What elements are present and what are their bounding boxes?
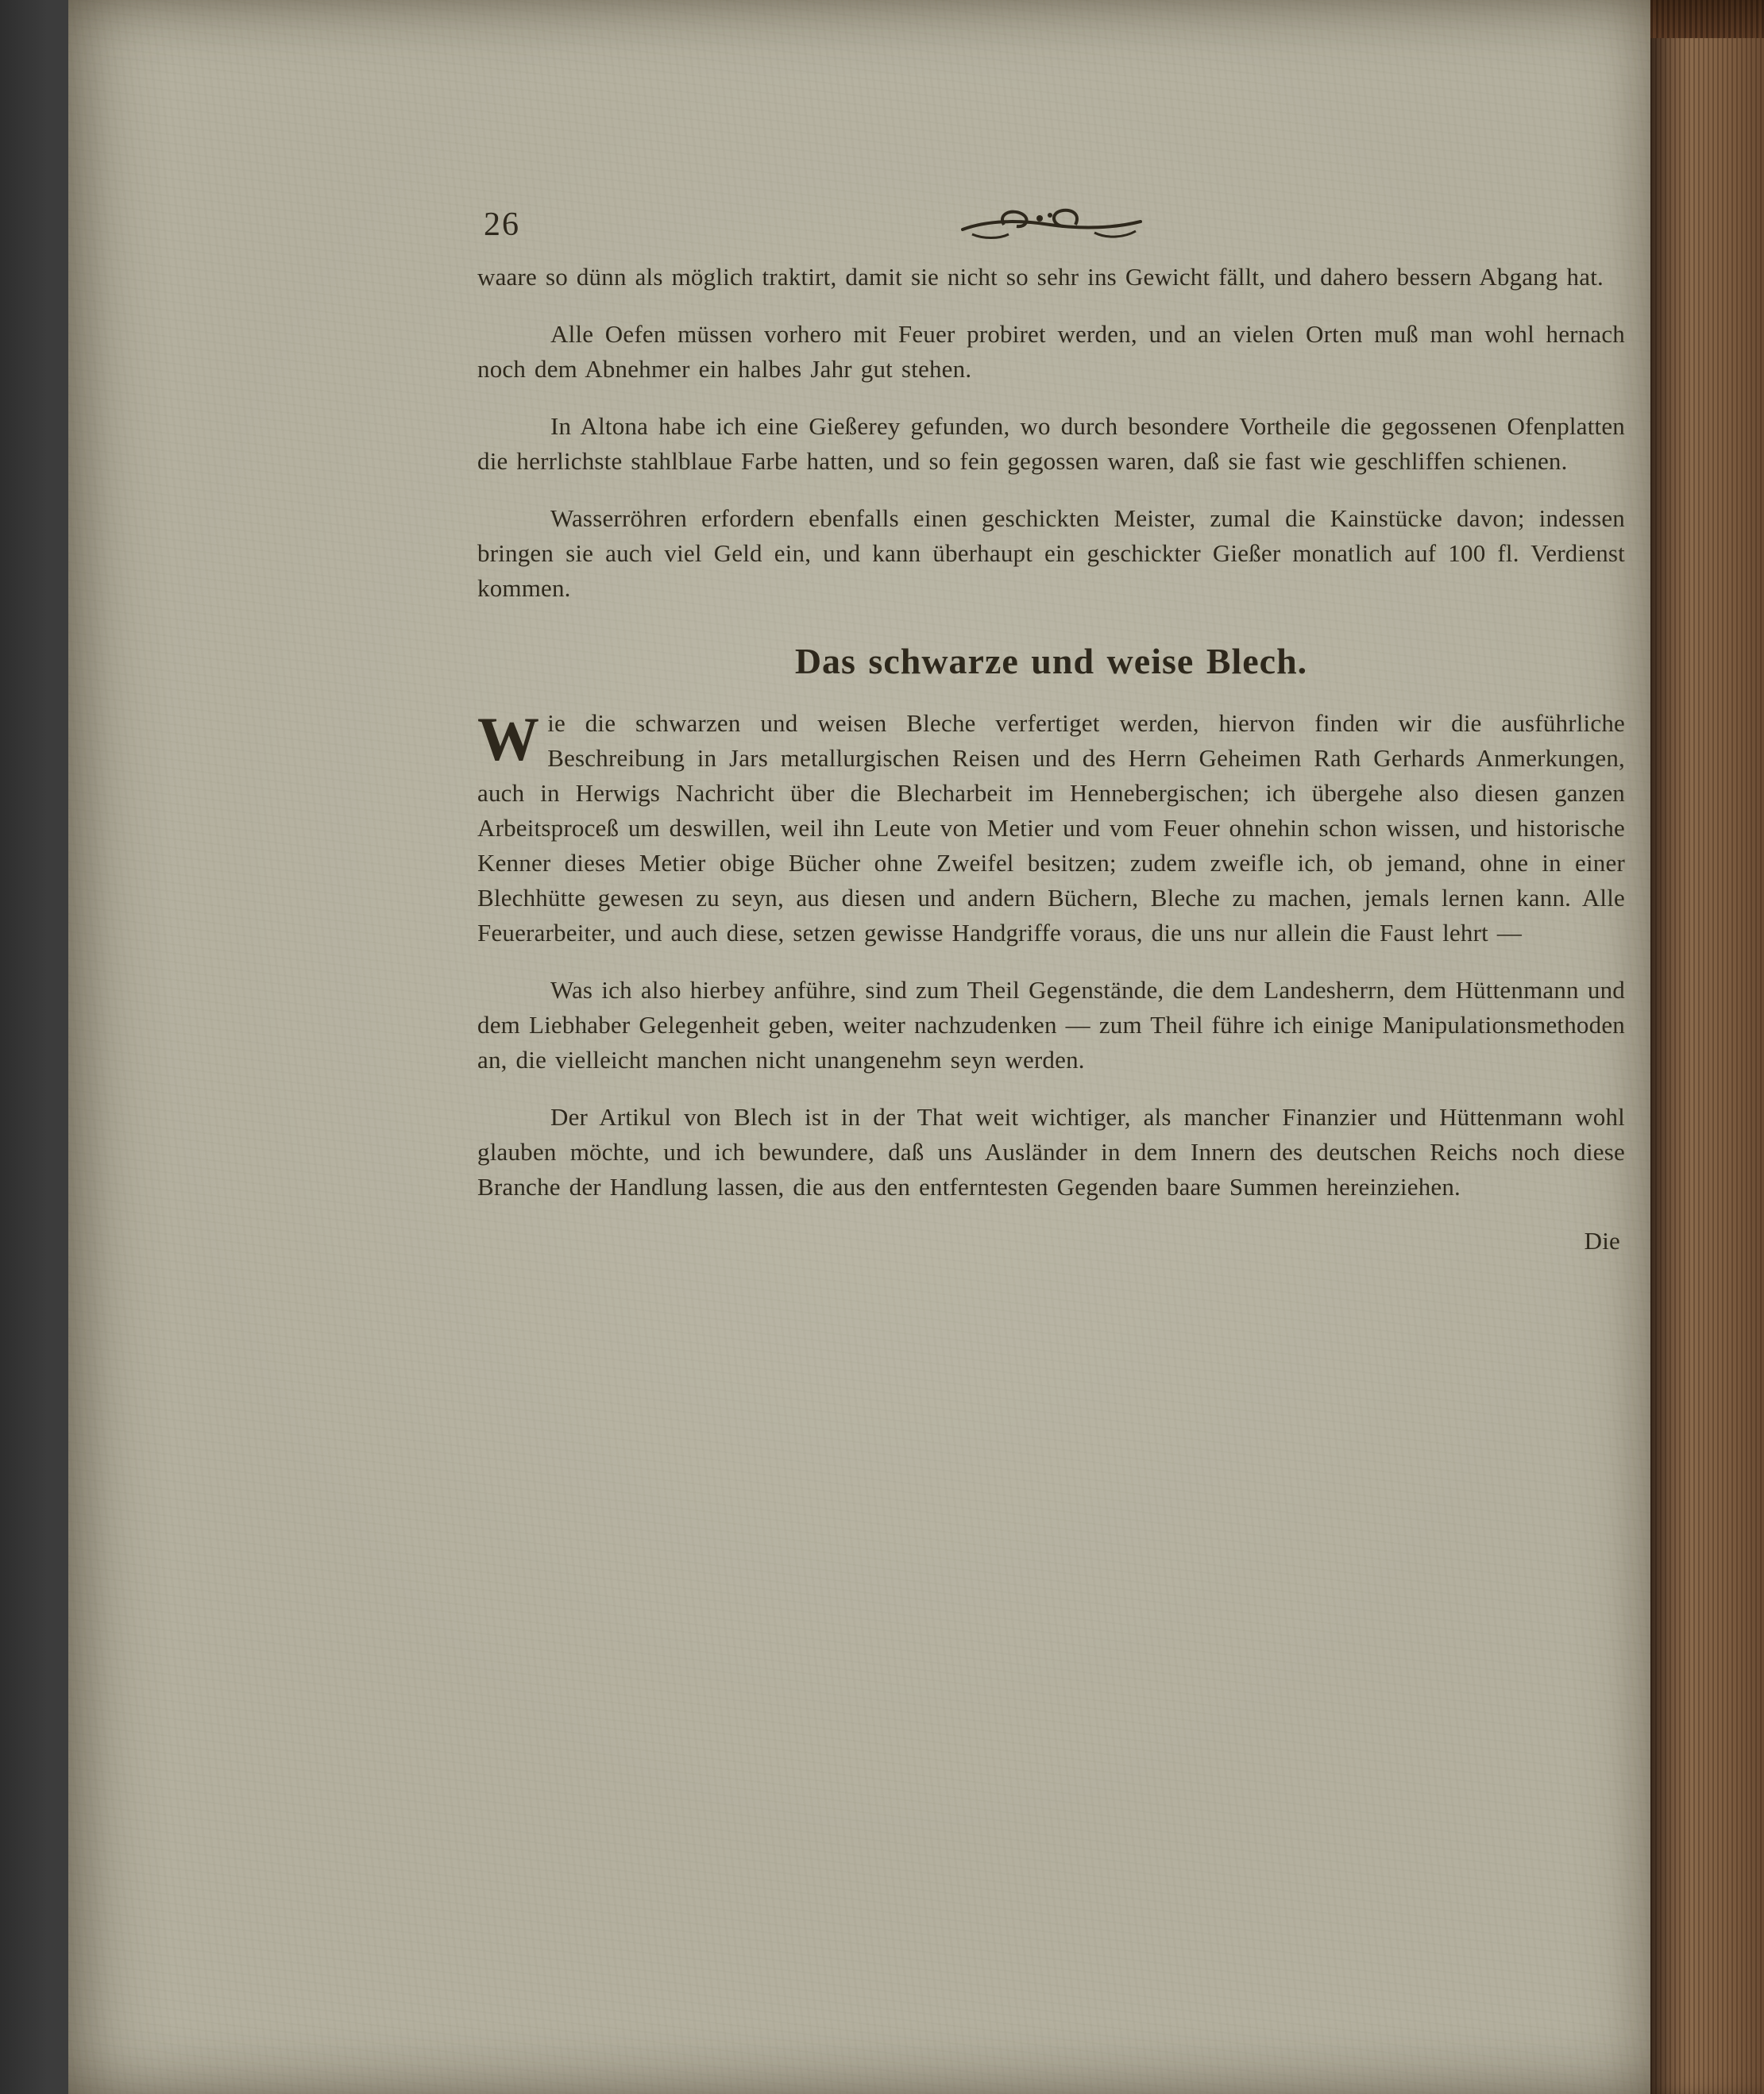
book-page-edges bbox=[1650, 0, 1764, 2094]
paragraph: Wasserröhren erfordern ebenfalls einen geschickten Meister, zumal die Kainstücke davon; indessen bringen sie auch viel Geld ein, und kann überhaupt ein geschickter Gießer monatlich auf 100 fl. Verdienst kommen. bbox=[477, 504, 1625, 602]
paragraph-text: ie die schwarzen und weisen Bleche verfertiget werden, hiervon finden wir die ausführliche Beschreibung in Jars metallurgischen Reisen und des Herrn Geheimen Rath Gerhards Anmerkungen, auch in Herwigs Nachricht über die Blecharbeit im Hennebergischen; ich übergehe also diesen ganzen Arbeitsproceß um deswillen, weil ihn Leute von Metier und vom Feuer ohnehin schon wissen, und historische Kenner dieses Metier obige Bücher ohne Zweifel besitzen; zudem zweifle ich, ob jemand, ohne in einer Blechhütte gewesen zu seyn, aus diesen und andern Büchern, Bleche zu machen, jemals lernen kann. Alle Feuerarbeiter, und auch diese, setzen gewisse Handgriffe voraus, die uns nur allein die Faust lehrt — bbox=[477, 709, 1625, 947]
page-body bbox=[477, 260, 1625, 1259]
floral-flourish-icon bbox=[956, 202, 1147, 247]
drop-cap-initial: W bbox=[477, 704, 540, 773]
paragraph-with-initial bbox=[477, 706, 1625, 951]
paragraph: In Altona habe ich eine Gießerey gefunden, wo durch besondere Vortheile die gegossenen Ofenplatten die herrlichste stahlblaue Farbe hatten, und so fein gegossen waren, daß sie fast wie geschliffen schienen. bbox=[477, 412, 1625, 475]
book-edge-top bbox=[1650, 0, 1764, 38]
header-ornament bbox=[477, 202, 1625, 247]
catchword: Die bbox=[1584, 1227, 1620, 1255]
paragraph: Der Artikul von Blech ist in der That weit wichtiger, als mancher Finanzier und Hüttenmann wohl glauben möchte, und ich bewundere, daß uns Ausländer in dem Innern des deutschen Reichs noch diese Branche der Handlung lassen, die aus den entferntesten Gegenden baare Summen hereinziehen. bbox=[477, 1103, 1625, 1201]
text-column bbox=[477, 202, 1625, 1259]
section-heading: Das schwarze und weise Blech. bbox=[794, 641, 1308, 681]
book-page bbox=[68, 0, 1650, 2094]
paragraph: Alle Oefen müssen vorhero mit Feuer probiret werden, und an vielen Orten muß man wohl hernach noch dem Abnehmer ein halbes Jahr gut stehen. bbox=[477, 320, 1625, 383]
page-number: 26 bbox=[484, 206, 520, 243]
page-header bbox=[477, 202, 1625, 260]
paragraph: waare so dünn als möglich traktirt, damit sie nicht so sehr ins Gewicht fällt, und dahero bessern Abgang hat. bbox=[477, 263, 1604, 291]
paragraph: Was ich also hierbey anführe, sind zum Theil Gegenstände, die dem Landesherrn, dem Hüttenmann und dem Liebhaber Gelegenheit geben, weiter nachzudenken — zum Theil führe ich einige Manipulationsmethoden an, die vielleicht manchen nicht unangenehm seyn werden. bbox=[477, 976, 1625, 1074]
